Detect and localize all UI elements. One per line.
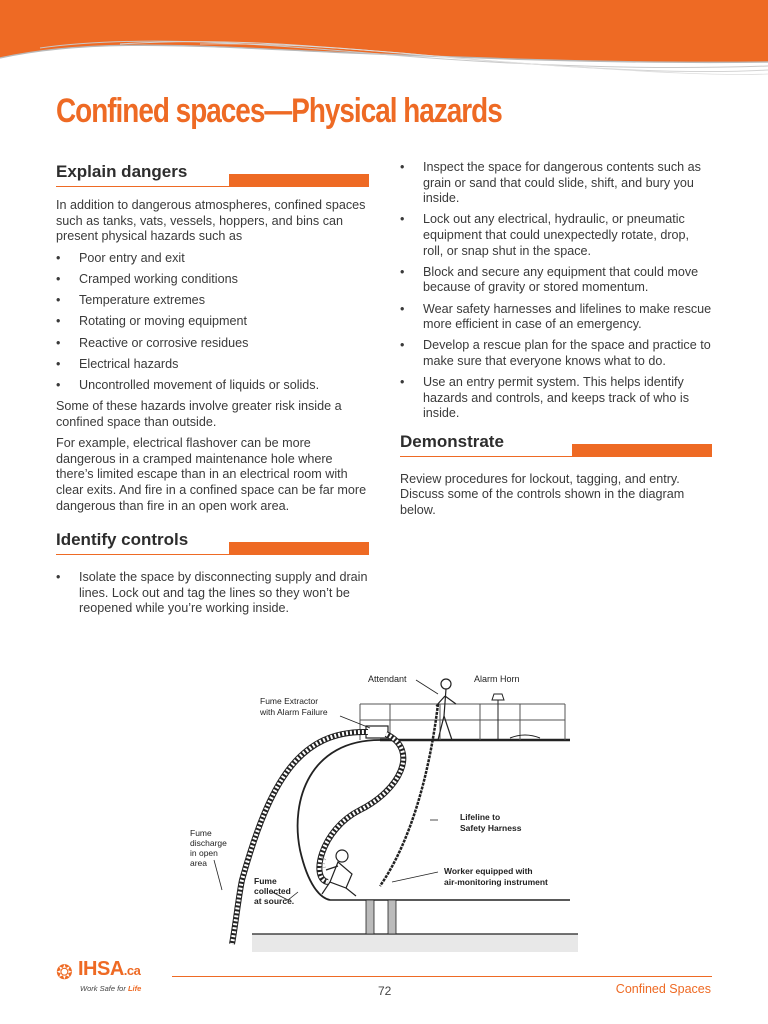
heading-underline: [400, 456, 712, 457]
page-number: 72: [378, 984, 392, 998]
label-fume-discharge: in open: [190, 848, 218, 858]
label-fume-collected: collected: [254, 886, 291, 896]
label-worker: air-monitoring instrument: [444, 877, 548, 887]
label-alarm-horn: Alarm Horn: [474, 674, 520, 684]
controls-list: [56, 570, 369, 617]
label-fume-collected: at source.: [254, 896, 295, 906]
body-paragraph: Some of these hazards involve greater risk inside a confined space than outside.: [56, 399, 342, 429]
list-item: • Uncontrolled movement of liquids or solids.: [56, 377, 320, 392]
list-item: • Isolate the space by disconnecting supply and drain lines. Lock out and tag the lines so they won’t be reopened while you’re working inside.: [56, 570, 368, 616]
ground-strip: [252, 934, 578, 952]
section-header-demonstrate: [400, 430, 712, 458]
footer-section-title: Confined Spaces: [615, 982, 711, 996]
controls-list-continued: [400, 160, 712, 422]
list-item: • Inspect the space for dangerous contents such as grain or sand that could slide, shift, and bury you inside.: [400, 160, 701, 206]
heading-accent-bar: [229, 542, 369, 554]
bullet-icon: •: [400, 338, 405, 353]
list-item: • Use an entry permit system. This helps identify hazards and controls, and keeps track of who is inside.: [400, 375, 690, 421]
header-swoosh: [0, 0, 768, 80]
left-column: [56, 160, 369, 623]
page-title: Confined spaces—Physical hazards: [56, 92, 502, 130]
bullet-icon: •: [56, 271, 61, 286]
label-fume-discharge: Fume: [190, 828, 212, 838]
bullet-icon: •: [56, 570, 61, 585]
body-paragraph: For example, electrical flashover can be more dangerous in a cramped maintenance hole where there’s limited escape than in an electrical room with clear exits. And fire in a confined space can be far more dangerous than fire in an open work area.: [56, 436, 367, 513]
attendant-figure: [436, 679, 456, 740]
demonstrate-paragraph: Review procedures for lockout, tagging, and entry. Discuss some of the controls shown in the diagram below.: [400, 471, 685, 518]
worker-figure: [322, 850, 356, 896]
bullet-icon: •: [400, 160, 405, 174]
bullet-icon: •: [56, 293, 61, 308]
bullet-icon: •: [400, 301, 405, 316]
list-item: • Wear safety harnesses and lifelines to make rescue more efficient in case of an emergency.: [400, 301, 712, 332]
confined-space-diagram: [180, 660, 580, 960]
list-item: • Cramped working conditions: [56, 271, 238, 286]
support-leg: [366, 900, 374, 934]
label-fume-discharge: discharge: [190, 838, 227, 848]
heading-accent-bar: [572, 444, 712, 456]
heading-underline: [56, 554, 369, 555]
section-header-identify: [56, 528, 369, 556]
collection-hose: [319, 734, 403, 882]
alarm-horn-icon: [492, 694, 540, 740]
list-item: • Develop a rescue plan for the space and practice to make sure that everyone knows what to do.: [400, 338, 711, 368]
heading-underline: [56, 186, 369, 187]
section-heading: Demonstrate: [400, 432, 510, 452]
section-heading: Explain dangers: [56, 162, 193, 182]
ihsa-logo-icon: ❂: [56, 962, 73, 984]
heading-accent-bar: [229, 174, 369, 186]
hazard-list: [56, 251, 369, 394]
bullet-icon: •: [56, 314, 61, 329]
bullet-icon: •: [56, 356, 61, 371]
list-item: • Block and secure any equipment that could move because of gravity or stored momentum.: [400, 264, 699, 295]
label-fume-extractor: with Alarm Failure: [260, 707, 328, 717]
list-item: • Poor entry and exit: [56, 250, 185, 265]
section-header-explain: [56, 160, 369, 188]
right-column: [400, 160, 712, 525]
label-fume-collected: Fume: [254, 876, 277, 886]
label-fume-extractor: Fume Extractor: [260, 696, 319, 706]
list-item: • Reactive or corrosive residues: [56, 335, 249, 350]
bullet-icon: •: [400, 264, 405, 279]
support-leg: [388, 900, 396, 934]
list-item: • Lock out any electrical, hydraulic, or pneumatic equipment that could unexpectedly rotate, drop, roll, or snap shut in the space.: [400, 212, 690, 258]
discharge-hose: [232, 732, 368, 944]
ihsa-logo[interactable]: [56, 958, 166, 998]
list-item: • Electrical hazards: [56, 356, 179, 371]
intro-paragraph: In addition to dangerous atmospheres, confined spaces such as tanks, vats, vessels, hoppers, and bins can present physical hazards such as: [56, 198, 366, 244]
logo-tagline: Work Safe for Life: [80, 984, 142, 993]
label-fume-discharge: area: [190, 858, 208, 868]
label-lifeline: Safety Harness: [460, 823, 522, 833]
bullet-icon: •: [56, 377, 61, 392]
list-item: • Rotating or moving equipment: [56, 314, 248, 329]
section-heading: Identify controls: [56, 530, 194, 550]
bullet-icon: •: [56, 335, 61, 350]
list-item: • Temperature extremes: [56, 293, 205, 308]
logo-wordmark: IHSA.ca: [78, 958, 141, 980]
bullet-icon: •: [56, 250, 61, 265]
label-worker: Worker equipped with: [444, 866, 533, 876]
bullet-icon: •: [400, 212, 405, 227]
label-lifeline: Lifeline to: [460, 812, 501, 822]
label-attendant: Attendant: [368, 674, 407, 684]
bullet-icon: •: [400, 375, 405, 390]
footer-rule: [172, 976, 712, 977]
lifeline-rope: [380, 704, 438, 886]
